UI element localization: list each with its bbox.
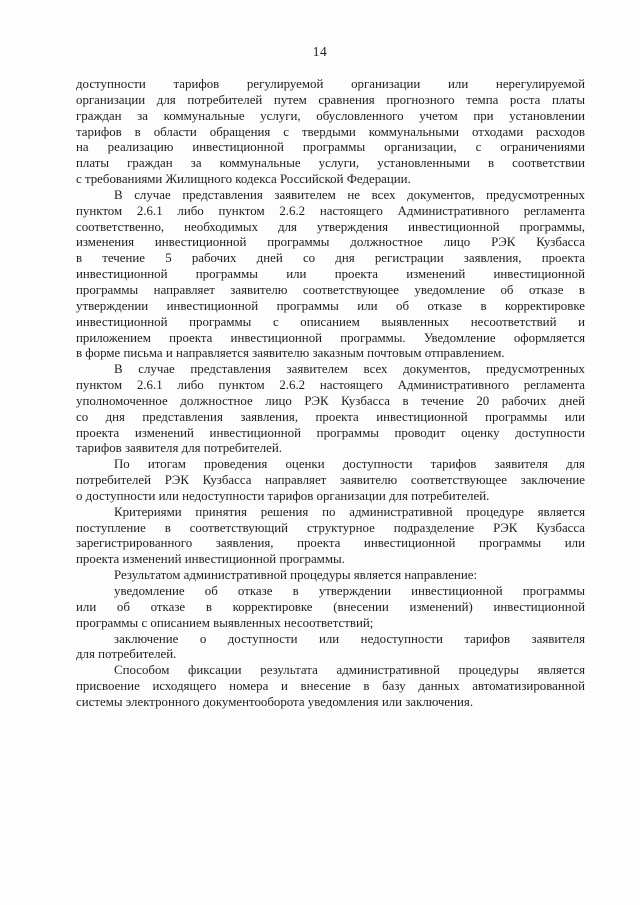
paragraph-affordability-conclusion	[76, 632, 585, 664]
text-line: Критериями принятия решения по административной процедуре является	[114, 504, 585, 519]
text-line: граждан за коммунальные услуги, обусловленного учетом при установлении	[76, 108, 585, 123]
text-line: В случае представления заявителем не всех документов, предусмотренных	[114, 187, 585, 202]
text-line: в форме письма и направляется заявителю заказным почтовым отправлением.	[76, 346, 505, 361]
paragraph-assessment-results	[76, 457, 585, 505]
text-line: уполномоченное должностное лицо РЭК Кузбасса в течение 20 рабочих дней	[76, 393, 585, 408]
text-line: приложением проекта инвестиционной программы. Уведомление оформляется	[76, 330, 585, 345]
text-line: тарифов заявителя для потребителей.	[76, 441, 282, 456]
text-line: поступление в соответствующий структурное подразделение РЭК Кузбасса	[76, 520, 585, 535]
text-line: тарифов в области обращения с твердыми коммунальными отходами расходов	[76, 124, 585, 139]
text-line: пунктом 2.6.1 либо пунктом 2.6.2 настоящего Административного регламента	[76, 378, 585, 393]
text-line: потребителей РЭК Кузбасса направляет заявителю соответствующее заключение	[76, 473, 585, 488]
text-line: уведомление об отказе в утверждении инвестиционной программы	[114, 584, 585, 598]
text-line: организации для потребителей путем сравнения прогнозного темпа роста платы	[76, 92, 585, 107]
paragraph-procedure-result	[76, 568, 585, 584]
paragraph-refusal-notice	[76, 584, 585, 632]
text-line: о доступности или недоступности тарифов организации для потребителей.	[76, 488, 490, 503]
text-line: пунктом 2.6.1 либо пунктом 2.6.2 настоящего Административного регламента	[76, 203, 585, 218]
text-line: на реализацию инвестиционной программы организации, с ограничениями	[76, 140, 585, 155]
text-line: По итогам проведения оценки доступности тарифов заявителя для	[114, 457, 585, 472]
paragraph-complete-documents	[76, 362, 585, 457]
paragraph-result-recording	[76, 663, 585, 711]
document-body	[76, 77, 585, 711]
paragraph-decision-criteria	[76, 505, 585, 568]
text-line: с требованиями Жилищного кодекса Российской Федерации.	[76, 172, 411, 187]
text-line: присвоение исходящего номера и внесение в базу данных автоматизированной	[76, 679, 585, 694]
text-line: системы электронного документооборота уведомления или заключения.	[76, 694, 474, 709]
text-line: инвестиционной программы с описанием выявленных несоответствий и	[76, 314, 585, 329]
text-line: проекта изменений инвестиционной программы.	[76, 552, 345, 567]
text-line: или об отказе в корректировке (внесении изменений) инвестиционной	[76, 599, 585, 614]
text-line: утверждении инвестиционной программы или об отказе в корректировке	[76, 298, 585, 313]
text-line: платы граждан за коммунальные услуги, установленными в соответствии	[76, 156, 585, 171]
text-line: Результатом административной процедуры является направление:	[114, 568, 478, 583]
text-line: изменения инвестиционной программы должностное лицо РЭК Кузбасса	[76, 235, 585, 250]
text-line: соответственно, необходимых для утверждения инвестиционной программы,	[76, 219, 585, 234]
text-line: заключение о доступности или недоступности тарифов заявителя	[114, 631, 585, 646]
text-line: программы с описанием выявленных несоответствий;	[76, 615, 374, 630]
text-line: В случае представления заявителем всех документов, предусмотренных	[114, 362, 585, 377]
text-line: проекта изменений инвестиционной программы проводит оценку доступности	[76, 425, 585, 440]
text-line: инвестиционной программы или проекта изменений инвестиционной	[76, 267, 585, 282]
paragraph-affordability-continuation	[76, 77, 585, 188]
text-line: в течение 5 рабочих дней со дня регистрации заявления, проекта	[76, 251, 585, 266]
text-line: зарегистрированного заявления, проекта инвестиционной программы или	[76, 536, 585, 551]
page-number: 14	[312, 44, 328, 59]
text-line: программы направляет заявителю соответствующее уведомление об отказе в	[76, 282, 585, 297]
text-line: Способом фиксации результата административной процедуры является	[114, 663, 585, 678]
paragraph-incomplete-documents	[76, 188, 585, 362]
text-line: для потребителей.	[76, 647, 177, 662]
text-line: доступности тарифов регулируемой организации или нерегулируемой	[76, 77, 585, 91]
text-line: со дня представления заявления, проекта инвестиционной программы или	[76, 409, 585, 424]
